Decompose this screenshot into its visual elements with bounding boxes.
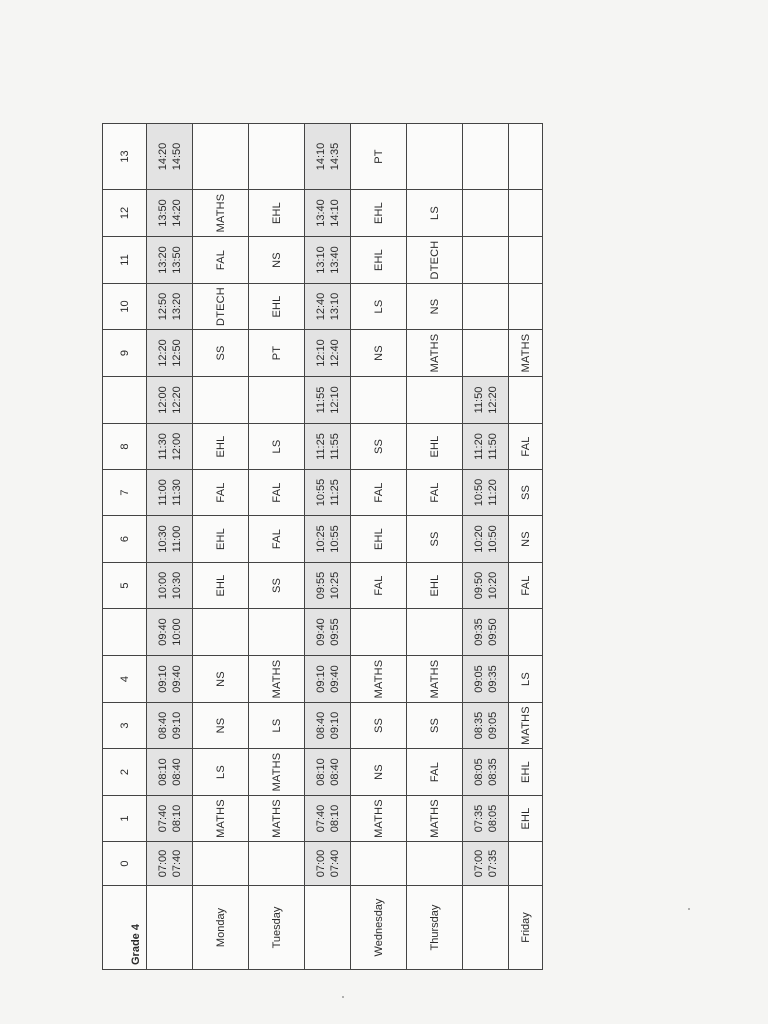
time-start: 12:10 — [314, 339, 327, 367]
subject-cell — [193, 842, 249, 886]
timetable-rotated — [102, 124, 542, 970]
subject-cell: FAL — [193, 470, 249, 516]
time-slot — [305, 749, 351, 796]
time-end: 08:10 — [328, 804, 341, 833]
time-start: 12:50 — [156, 292, 169, 321]
subject-cell: LS — [351, 284, 407, 330]
time-start: 11:30 — [156, 433, 169, 460]
period-number: 0 — [103, 842, 147, 886]
subject-cell: DTECH — [193, 284, 249, 330]
subject-cell: NS — [351, 330, 407, 377]
day-row — [249, 124, 305, 970]
subject-cell: EHL — [249, 284, 305, 330]
time-end: 13:10 — [328, 292, 341, 321]
time-slot — [305, 124, 351, 190]
day-row — [193, 124, 249, 970]
time-start: 10:55 — [314, 478, 327, 507]
time-slot — [147, 796, 193, 842]
day-spacer — [305, 886, 351, 970]
subject-cell: EHL — [509, 796, 543, 842]
time-start: 08:05 — [472, 758, 485, 786]
scan-speck — [342, 996, 344, 998]
time-end: 14:35 — [328, 142, 341, 171]
time-start: 07:35 — [472, 804, 485, 833]
subject-cell: MATHS — [407, 656, 463, 703]
time-start: 11:25 — [314, 433, 327, 460]
time-start: 11:50 — [472, 386, 485, 414]
time-end: 07:40 — [328, 849, 341, 878]
day-label: Tuesday — [249, 886, 305, 970]
subject-cell: LS — [193, 749, 249, 796]
time-end: 13:40 — [328, 246, 341, 274]
period-number: 4 — [103, 656, 147, 703]
time-end: 11:25 — [328, 479, 341, 506]
time-slot — [147, 703, 193, 749]
subject-cell: NS — [509, 516, 543, 563]
time-end: 09:10 — [170, 711, 183, 740]
time-start: 10:30 — [156, 525, 169, 553]
time-end: 10:25 — [328, 571, 341, 600]
time-start: 08:10 — [156, 758, 169, 786]
subject-cell: EHL — [509, 749, 543, 796]
time-slot — [147, 749, 193, 796]
time-end: 12:50 — [170, 339, 183, 367]
subject-cell: FAL — [407, 749, 463, 796]
time-end: 11:50 — [486, 433, 499, 460]
time-slot — [305, 470, 351, 516]
subject-cell — [509, 609, 543, 656]
period-number: 13 — [103, 124, 147, 190]
time-start: 14:20 — [156, 142, 169, 171]
subject-cell: EHL — [407, 563, 463, 609]
period-number: 11 — [103, 237, 147, 284]
day-spacer — [463, 886, 509, 970]
time-start: 09:10 — [156, 665, 169, 693]
time-end: 09:55 — [328, 618, 341, 646]
time-end: 12:00 — [170, 432, 183, 461]
time-end: 12:20 — [170, 386, 183, 414]
subject-cell: EHL — [193, 424, 249, 470]
time-end: 10:20 — [486, 571, 499, 600]
subject-cell — [509, 124, 543, 190]
time-end: 14:50 — [170, 142, 183, 171]
subject-cell — [249, 377, 305, 424]
time-slot — [305, 284, 351, 330]
subject-cell: FAL — [249, 516, 305, 563]
subject-cell: MATHS — [407, 796, 463, 842]
time-end: 12:10 — [328, 386, 341, 414]
period-number — [103, 609, 147, 656]
subject-cell: SS — [407, 516, 463, 563]
period-number: 2 — [103, 749, 147, 796]
subject-cell: FAL — [249, 470, 305, 516]
time-start: 12:20 — [156, 339, 169, 367]
day-spacer — [147, 886, 193, 970]
time-start: 11:55 — [314, 386, 327, 414]
time-end: 10:00 — [170, 618, 183, 646]
time-end: 08:05 — [486, 804, 499, 833]
subject-cell: LS — [249, 424, 305, 470]
time-start: 09:35 — [472, 618, 485, 646]
time-start: 10:20 — [472, 525, 485, 553]
subject-cell: EHL — [407, 424, 463, 470]
time-slot — [463, 516, 509, 563]
time-start: 10:00 — [156, 571, 169, 600]
time-start: 12:00 — [156, 386, 169, 414]
subject-cell: SS — [193, 330, 249, 377]
time-start: 13:40 — [314, 199, 327, 227]
time-end: 09:40 — [328, 665, 341, 693]
time-slot — [463, 237, 509, 284]
time-slot — [463, 330, 509, 377]
subject-cell — [193, 377, 249, 424]
subject-cell: MATHS — [249, 796, 305, 842]
time-end: 08:40 — [328, 758, 341, 786]
subject-cell: FAL — [193, 237, 249, 284]
subject-cell: DTECH — [407, 237, 463, 284]
subject-cell: FAL — [351, 563, 407, 609]
time-slot — [147, 656, 193, 703]
time-start: 07:40 — [156, 804, 169, 833]
time-end: 09:50 — [486, 618, 499, 646]
time-start: 08:35 — [472, 711, 485, 740]
time-end: 08:10 — [170, 804, 183, 833]
subject-cell — [509, 190, 543, 237]
period-number: 6 — [103, 516, 147, 563]
time-slot — [305, 656, 351, 703]
time-slot — [463, 190, 509, 237]
time-slot — [463, 424, 509, 470]
time-start: 09:10 — [314, 665, 327, 693]
time-end: 11:00 — [170, 525, 183, 553]
time-start: 07:00 — [156, 849, 169, 878]
time-slot — [463, 796, 509, 842]
time-slot — [463, 656, 509, 703]
time-start: 13:50 — [156, 199, 169, 227]
time-start: 13:10 — [314, 246, 327, 274]
subject-cell: NS — [193, 703, 249, 749]
subject-cell: SS — [249, 563, 305, 609]
time-slot — [147, 377, 193, 424]
day-label: Friday — [509, 886, 543, 970]
subject-cell — [351, 377, 407, 424]
subject-cell — [509, 237, 543, 284]
time-start: 09:50 — [472, 571, 485, 600]
subject-cell: MATHS — [509, 330, 543, 377]
time-end: 11:20 — [486, 479, 499, 506]
time-start: 11:00 — [156, 479, 169, 506]
period-number: 7 — [103, 470, 147, 516]
subject-cell: SS — [351, 424, 407, 470]
time-slot — [305, 563, 351, 609]
subject-cell: NS — [193, 656, 249, 703]
time-start: 10:25 — [314, 525, 327, 553]
period-number: 10 — [103, 284, 147, 330]
time-start: 09:55 — [314, 571, 327, 600]
time-start: 10:50 — [472, 478, 485, 507]
time-end: 10:30 — [170, 571, 183, 600]
time-slot — [305, 842, 351, 886]
subject-cell — [407, 377, 463, 424]
subject-cell — [509, 842, 543, 886]
time-slot — [147, 237, 193, 284]
time-end: 09:40 — [170, 665, 183, 693]
time-end: 08:40 — [170, 758, 183, 786]
subject-cell: MATHS — [193, 190, 249, 237]
subject-cell — [249, 842, 305, 886]
time-slot — [305, 703, 351, 749]
subject-cell — [407, 124, 463, 190]
time-end: 09:05 — [486, 711, 499, 740]
time-end: 09:35 — [486, 665, 499, 693]
time-slot — [305, 796, 351, 842]
time-row — [305, 124, 351, 970]
subject-cell: EHL — [351, 190, 407, 237]
subject-cell: MATHS — [249, 656, 305, 703]
time-start: 14:10 — [314, 142, 327, 171]
time-slot — [147, 842, 193, 886]
subject-cell — [193, 124, 249, 190]
time-end: 10:55 — [328, 525, 341, 553]
time-slot — [305, 377, 351, 424]
time-start: 07:00 — [314, 849, 327, 878]
time-slot — [147, 609, 193, 656]
time-slot — [463, 284, 509, 330]
subject-cell: SS — [407, 703, 463, 749]
time-slot — [147, 330, 193, 377]
time-row — [463, 124, 509, 970]
time-end: 08:35 — [486, 758, 499, 786]
subject-cell: MATHS — [509, 703, 543, 749]
subject-cell — [509, 377, 543, 424]
time-slot — [147, 470, 193, 516]
subject-cell: SS — [351, 703, 407, 749]
subject-cell: MATHS — [407, 330, 463, 377]
time-slot — [463, 377, 509, 424]
time-slot — [305, 516, 351, 563]
subject-cell: EHL — [249, 190, 305, 237]
time-start: 07:40 — [314, 804, 327, 833]
time-end: 14:10 — [328, 199, 341, 227]
time-end: 12:20 — [486, 386, 499, 414]
subject-cell: PT — [351, 124, 407, 190]
time-slot — [147, 563, 193, 609]
time-start: 13:20 — [156, 246, 169, 274]
time-end: 07:35 — [486, 849, 499, 878]
subject-cell: MATHS — [351, 656, 407, 703]
day-row — [509, 124, 543, 970]
subject-cell: MATHS — [351, 796, 407, 842]
time-end: 14:20 — [170, 199, 183, 227]
scan-speck — [688, 908, 690, 910]
subject-cell: FAL — [509, 563, 543, 609]
time-end: 11:55 — [328, 433, 341, 460]
time-start: 08:40 — [156, 711, 169, 740]
time-slot — [463, 749, 509, 796]
period-number: 9 — [103, 330, 147, 377]
time-start: 07:00 — [472, 849, 485, 878]
subject-cell — [351, 842, 407, 886]
subject-cell: FAL — [407, 470, 463, 516]
time-slot — [147, 516, 193, 563]
subject-cell: EHL — [351, 516, 407, 563]
subject-cell: LS — [509, 656, 543, 703]
time-slot — [463, 470, 509, 516]
time-slot — [305, 237, 351, 284]
subject-cell: MATHS — [193, 796, 249, 842]
time-slot — [305, 424, 351, 470]
subject-cell: SS — [509, 470, 543, 516]
subject-cell: MATHS — [249, 749, 305, 796]
period-number: 5 — [103, 563, 147, 609]
time-slot — [147, 124, 193, 190]
subject-cell: NS — [249, 237, 305, 284]
time-slot — [463, 124, 509, 190]
time-start: 12:40 — [314, 292, 327, 321]
period-number: 3 — [103, 703, 147, 749]
time-slot — [147, 424, 193, 470]
time-slot — [147, 284, 193, 330]
time-end: 10:50 — [486, 525, 499, 553]
period-number: 1 — [103, 796, 147, 842]
time-start: 09:40 — [314, 618, 327, 646]
subject-cell: FAL — [351, 470, 407, 516]
time-slot — [305, 330, 351, 377]
subject-cell: EHL — [193, 516, 249, 563]
day-row — [407, 124, 463, 970]
time-start: 08:10 — [314, 758, 327, 786]
subject-cell — [193, 609, 249, 656]
period-header-row — [103, 124, 147, 970]
subject-cell — [249, 609, 305, 656]
time-end: 13:20 — [170, 292, 183, 321]
time-slot — [463, 842, 509, 886]
subject-cell: LS — [407, 190, 463, 237]
time-end: 09:10 — [328, 711, 341, 740]
time-end: 12:40 — [328, 339, 341, 367]
subject-cell: EHL — [193, 563, 249, 609]
day-label: Wednesday — [351, 886, 407, 970]
time-start: 08:40 — [314, 711, 327, 740]
grade-label: Grade 4 — [103, 886, 147, 970]
subject-cell: PT — [249, 330, 305, 377]
day-row — [351, 124, 407, 970]
time-slot — [463, 703, 509, 749]
subject-cell: NS — [351, 749, 407, 796]
time-slot — [463, 609, 509, 656]
period-number: 12 — [103, 190, 147, 237]
period-number — [103, 377, 147, 424]
subject-cell — [407, 609, 463, 656]
time-row — [147, 124, 193, 970]
subject-cell — [249, 124, 305, 190]
subject-cell: EHL — [351, 237, 407, 284]
subject-cell: FAL — [509, 424, 543, 470]
subject-cell — [407, 842, 463, 886]
subject-cell — [509, 284, 543, 330]
period-number: 8 — [103, 424, 147, 470]
time-end: 07:40 — [170, 849, 183, 878]
day-label: Monday — [193, 886, 249, 970]
timetable — [102, 123, 543, 970]
time-start: 09:05 — [472, 665, 485, 693]
time-slot — [147, 190, 193, 237]
time-start: 09:40 — [156, 618, 169, 646]
time-start: 11:20 — [472, 433, 485, 460]
time-slot — [305, 190, 351, 237]
subject-cell: LS — [249, 703, 305, 749]
subject-cell: NS — [407, 284, 463, 330]
time-end: 13:50 — [170, 246, 183, 274]
time-slot — [463, 563, 509, 609]
day-label: Thursday — [407, 886, 463, 970]
subject-cell — [351, 609, 407, 656]
time-slot — [305, 609, 351, 656]
time-end: 11:30 — [170, 479, 183, 506]
